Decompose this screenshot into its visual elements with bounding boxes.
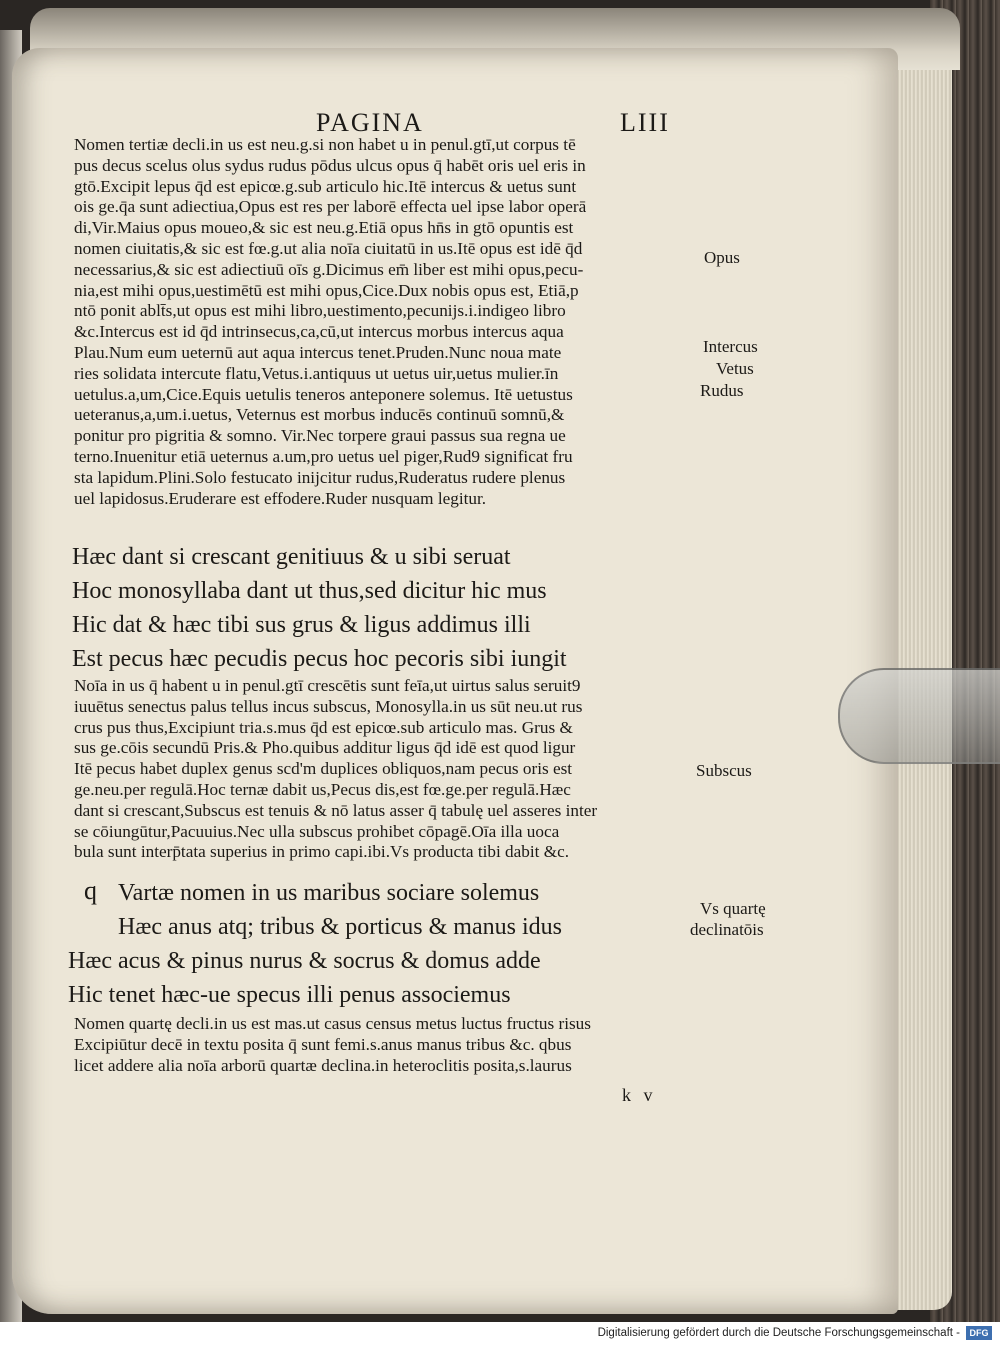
text-line: nomen ciuitatis,& sic est fœ.g.ut alia noīa ciuitatū in us.Itē opus est idē q̄d — [74, 238, 583, 258]
text-line: Itē pecus habet duplex genus scd'm duplices obliquos,nam pecus oris est — [74, 759, 573, 779]
text-line: di,Vir.Maius opus moueo,& sic est neu.g.Etiā opus hn̄s in gtō opuntis est — [74, 218, 574, 238]
commentary-block-2 — [74, 676, 597, 863]
text-line: gtō.Excipit lepus q̄d est epicœ.g.sub articulo hic.Itē intercus & uetus sunt — [74, 176, 577, 196]
text-line: crus pus thus,Excipiunt tria.s.mus q̄d est epicœ.sub articulo mas. Grus & — [74, 717, 573, 737]
page-number: LIII — [620, 108, 670, 137]
margin-note-opus: Opus — [704, 248, 740, 267]
text-line: dant si crescant,Subscus est tenuis & nō latus asser q̄ tabulę uel asseres inter — [74, 800, 598, 820]
text-line: bula sunt interp̄tata superius in primo capi.ibi.Vs producta tibi dabit &c. — [74, 842, 569, 862]
text-line: ponitur pro pigritia & somno. Vir.Nec torpere graui passus sua regna ue — [74, 426, 566, 446]
text-line: nia,est mihi opus,uestimētū est mihi opus,Cice.Dux nobis opus est, Etiā,p — [74, 280, 579, 300]
text-line: &c.Intercus est id q̄d intrinsecus,ca,cū,ut intercus morbus intercus aqua — [74, 322, 564, 342]
footer-bar — [0, 1322, 1000, 1345]
footer-credit: Digitalisierung gefördert durch die Deutsche Forschungsgemeinschaft - — [597, 1327, 960, 1339]
text-line: ois ge.q̄a sunt adiectiua,Opus est res per laborē effecta uel ipse labor operā — [74, 197, 587, 217]
verse-line: Hic tenet hæc-ue specus illi penus associemus — [68, 982, 511, 1008]
text-line: ntō ponit ablt̄s,ut opus est mihi libro,uestimento,pecunijs.i.indigeo libro — [74, 301, 566, 321]
verse-line: Hoc monosyllaba dant ut thus,sed dicitur hic mus — [72, 578, 547, 604]
verse-line: Hæc dant si crescant genitiuus & u sibi seruat — [72, 544, 511, 570]
verse-block-2-rest — [68, 944, 541, 1012]
verse-line: Vartæ nomen in us maribus sociare solemus — [118, 880, 540, 906]
margin-note-vetus: Vetus — [716, 359, 754, 378]
commentary-block-1 — [74, 135, 586, 509]
text-line: sta lapidum.Plini.Solo festucato inijcitur rudus,Ruderatus rudere plenus — [74, 467, 566, 487]
text-line: licet addere alia noīa arborū quartæ declina.in heteroclitis posita,s.laurus — [74, 1055, 572, 1075]
text-line: se cōiungūtur,Pacuuius.Nec ulla subscus prohibet cōpagē.Oīa illa uoca — [74, 821, 560, 841]
text-line: Nomen quartę decli.in us est mas.ut casus census metus luctus fructus risus — [74, 1014, 591, 1033]
text-line: uetulus.a,um,Cice.Equis uetulis teneros anteponere solemus. Itē uetustus — [74, 384, 573, 404]
text-line: necessarius,& sic est adiectiuū oīs g.Dicimus em̄ liber est mihi opus,pecu- — [74, 259, 584, 279]
verse-block-1 — [72, 540, 567, 676]
margin-note-subscus: Subscus — [696, 761, 752, 780]
verse-line: Est pecus hæc pecudis pecus hoc pecoris sibi iungit — [72, 646, 567, 672]
text-line: Plau.Num eum ueternū aut aqua intercus tenet.Pruden.Nunc noua mate — [74, 342, 562, 362]
text-line: Excipiūtur decē in textu posita q̄ sunt femi.s.anus manus tribus &c. qbus — [74, 1034, 572, 1054]
text-line: iuuētus senectus palus tellus incus subscus, Monosylla.in us sūt neu.ut rus — [74, 696, 583, 716]
text-line: sus ge.cōis secundū Pris.& Pho.quibus additur ligus q̄d idē est quod ligur — [74, 738, 576, 758]
signature-mark: k v — [622, 1085, 657, 1105]
verse-line: Hic dat & hæc tibi sus grus & ligus addimus illi — [72, 612, 531, 638]
margin-note-intercus: Intercus — [703, 337, 758, 356]
text-line: Nomen tertiæ decli.in us est neu.g.si non habet u in penul.gtī,ut corpus tē — [74, 135, 576, 154]
text-line: pus decus scelus olus sydus rudus pōdus ulcus opus q̄ habēt oris uel eris in — [74, 155, 586, 175]
page-clip — [838, 668, 1000, 764]
margin-note-us-quarte: Vs quartę — [700, 899, 766, 918]
text-line: ries solidata intercute flatu,Vetus.i.antiquus ut uetus uir,uetus mulier.īn — [74, 363, 559, 383]
guide-letter: q — [84, 876, 97, 905]
margin-note-declinationis: declinatōis — [690, 920, 764, 939]
verse-block-2-first — [118, 876, 562, 944]
text-line: Noīa in us q̄ habent u in penul.gtī crescētis sunt feīa,ut uirtus salus seruit9 — [74, 676, 581, 695]
text-line: ge.neu.per regulā.Hoc ternæ dabit us,Pecus dis,est fœ.ge.per regulā.Hæc — [74, 779, 571, 799]
text-line: terno.Inuenitur etiā ueternus a.um,pro uetus uel piger,Rud9 significat fru — [74, 446, 573, 466]
commentary-block-3 — [74, 1014, 591, 1076]
running-head-title: PAGINA — [316, 108, 424, 137]
verse-line: Hæc acus & pinus nurus & socrus & domus adde — [68, 948, 541, 974]
verse-line: Hæc anus atq; tribus & porticus & manus idus — [118, 914, 562, 940]
text-line: uel lapidosus.Eruderare est effodere.Ruder nusquam legitur. — [74, 488, 487, 508]
text-line: ueteranus,a,um.i.uetus, Veternus est morbus inducēs continuū somnū,& — [74, 405, 565, 425]
dfg-logo-icon: DFG — [966, 1326, 992, 1340]
margin-note-rudus: Rudus — [700, 381, 744, 400]
